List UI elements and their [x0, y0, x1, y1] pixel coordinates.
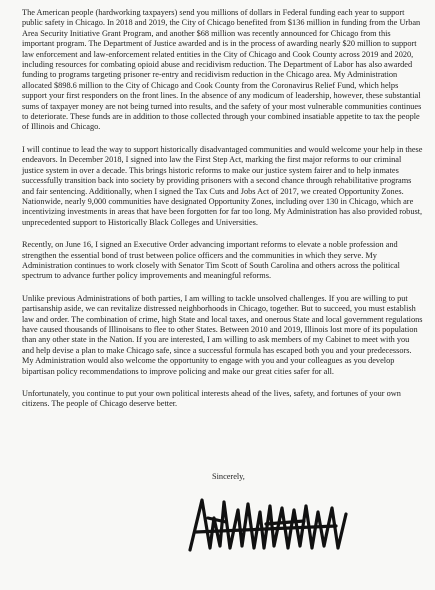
letter-paragraph-5: Unfortunately, you continue to put your own political interests ahead of the lives, safety, and fortunes of your own citizens. The people of Chicago deserve better.	[22, 389, 401, 409]
letter-closing: Sincerely,	[212, 472, 245, 481]
letter-paragraph-3: Recently, on June 16, I signed an Executive Order advancing important reforms to elevate a noble profession and strengthen the essential bond of trust between police officers and the communities in which they serve. My Administration continues to work closely with Senator Tim Scott of South Carolina and others across the political spectrum to advance further policy improvements and meaningful reforms.	[22, 240, 400, 281]
signature-image	[186, 488, 354, 560]
letter-paragraph-2: I will continue to lead the way to support historically disadvantaged communities and would welcome your help in these endeavors. In December 2018, I signed into law the First Step Act, marking the first major reforms to our criminal justice system in over a decade. This brings historic reforms to make our justice system fairer and to help inmates successfully transition back into society by providing prisoners with a second chance through rehabilitative programs and fair sentencing. Additionally, when I signed the Tax Cuts and Jobs Act of 2017, we created Opportunity Zones. Nationwide, nearly 9,000 communities have designated Opportunity Zones, including over 130 in Chicago, which are incentivizing investments in areas that have been forgotten for far too long. My Administration has also provided robust, unprecedented support to Historically Black Colleges and Universities.	[22, 144, 423, 227]
letter-paragraph-4: Unlike previous Administrations of both parties, I am willing to tackle unsolved challenges. If you are willing to put partisanship aside, we can revitalize distressed neighborhoods in Chicago, together. But to succeed, you must establish law and order. The combination of crime, high State and local taxes, and onerous State and local government regulations have caused thousands of Illinoisans to flee to other States. Between 2010 and 2019, Illinois lost more of its population than any other state in the Nation. If you are interested, I am willing to ask members of my Cabinet to meet with you and help devise a plan to make Chicago safe, since a successful formula has escaped both you and your predecessors. My Administration would also welcome the opportunity to engage with you and your colleagues as you develop bipartisan policy recommendations to improve policing and make our great cities safer for all.	[22, 293, 423, 376]
letter-paragraph-1: The American people (hardworking taxpayers) send you millions of dollars in Federal funding each year to support public safety in Chicago. In 2018 and 2019, the City of Chicago benefited from $136 million in funding from the Urban Area Security Initiative Grant Program, and another $68 million was recently announced for Chicago from this important program. The Department of Justice awarded and is in the process of awarding nearly $20 million to support law enforcement and law-enforcement related entities in the City of Chicago and Cook County across 2019 and 2020, including resources for combating opioid abuse and recidivism reduction. The Department of Labor has also awarded funding to programs targeting prisoner re-entry and recidivism reduction in the Chicago area. My Administration allocated $898.6 million to the City of Chicago and Cook County from the Coronavirus Relief Fund, which helps support your first responders on the front lines. In the absence of any modicum of leadership, however, these substantial sums of taxpayer money are not being turned into results, and the safety of your most vulnerable communities continues to deteriorate. These funds are in addition to those collected through your combined insatiable appetite to tax the people of Illinois and Chicago.	[22, 8, 422, 132]
